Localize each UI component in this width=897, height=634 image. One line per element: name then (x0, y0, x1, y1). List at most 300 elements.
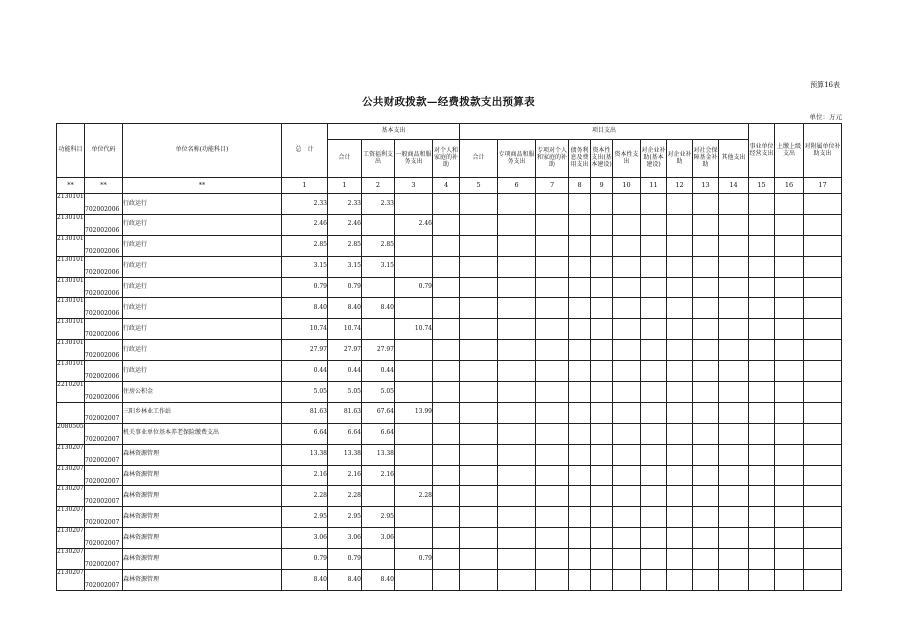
empty-cell (569, 423, 591, 444)
personal-cell (433, 465, 460, 486)
empty-cell (569, 340, 591, 361)
table-row (57, 507, 842, 528)
func-code-cell: 2130101 (57, 319, 85, 340)
total-cell: 0.79 (282, 549, 328, 570)
total-cell: 0.44 (282, 361, 328, 382)
empty-cell (775, 382, 804, 403)
basic-total-cell: 2.95 (328, 507, 362, 528)
empty-cell (569, 570, 591, 591)
empty-cell (641, 402, 667, 423)
wage-cell: 8.40 (362, 298, 395, 319)
unit-code-cell: 702002006 (85, 214, 123, 235)
unit-code-cell: 702002007 (85, 423, 123, 444)
func-code-cell: 2130207 (57, 507, 85, 528)
empty-cell (775, 507, 804, 528)
unit-code-cell: 702002006 (85, 319, 123, 340)
total-cell: 8.40 (282, 570, 328, 591)
column-index: 1 (328, 178, 362, 194)
table-row (57, 528, 842, 549)
empty-cell (775, 256, 804, 277)
unit-name-cell: 森林资源管理 (123, 486, 282, 507)
empty-cell (591, 570, 613, 591)
goods-cell: 2.28 (395, 486, 433, 507)
goods-cell (395, 235, 433, 256)
table-row (57, 319, 842, 340)
empty-cell (460, 340, 498, 361)
unit-code-cell: 702002007 (85, 402, 123, 423)
empty-cell (749, 340, 775, 361)
table-row (57, 465, 842, 486)
table-row (57, 194, 842, 215)
unit-code-cell: 702002007 (85, 507, 123, 528)
table-row (57, 570, 842, 591)
empty-cell (667, 382, 693, 403)
empty-cell (775, 298, 804, 319)
column-index: ** (85, 178, 123, 194)
table-row (57, 444, 842, 465)
empty-cell (719, 235, 749, 256)
empty-cell (693, 423, 719, 444)
empty-cell (641, 528, 667, 549)
total-cell: 13.38 (282, 444, 328, 465)
empty-cell (749, 235, 775, 256)
empty-cell (498, 256, 536, 277)
unit-name-cell: 行政运行 (123, 319, 282, 340)
header-project: 项目支出 (460, 124, 749, 140)
empty-cell (591, 507, 613, 528)
total-cell: 10.74 (282, 319, 328, 340)
empty-cell (460, 277, 498, 298)
empty-cell (804, 277, 842, 298)
empty-cell (591, 194, 613, 215)
empty-cell (749, 298, 775, 319)
header-total: 总 计 (282, 124, 328, 178)
empty-cell (775, 570, 804, 591)
table-row (57, 486, 842, 507)
empty-cell (591, 340, 613, 361)
empty-cell (498, 486, 536, 507)
table-row (57, 423, 842, 444)
basic-total-cell: 8.40 (328, 570, 362, 591)
unit-name-cell: 行政运行 (123, 194, 282, 215)
header-subsidiary: 对附属单位补助支出 (804, 124, 842, 178)
empty-cell (719, 298, 749, 319)
empty-cell (693, 507, 719, 528)
empty-cell (667, 214, 693, 235)
empty-cell (460, 570, 498, 591)
empty-cell (667, 277, 693, 298)
empty-cell (719, 340, 749, 361)
header-basic-total: 合计 (328, 140, 362, 178)
empty-cell (749, 277, 775, 298)
unit-name-cell: 行政运行 (123, 340, 282, 361)
header-social-security: 对社会保障基金补助 (693, 140, 719, 178)
empty-cell (569, 486, 591, 507)
func-code-cell (57, 402, 85, 423)
empty-cell (775, 235, 804, 256)
header-capital-basic: 资本性支出(基本建设) (591, 140, 613, 178)
header-wage: 工资福利支出 (362, 140, 395, 178)
empty-cell (536, 444, 569, 465)
header-goods: 一般商品和服务支出 (395, 140, 433, 178)
unit-code-cell: 702002006 (85, 194, 123, 215)
func-code-cell: 2130207 (57, 528, 85, 549)
empty-cell (498, 402, 536, 423)
column-index: 10 (613, 178, 641, 194)
empty-cell (641, 194, 667, 215)
wage-cell: 2.16 (362, 465, 395, 486)
wage-cell (362, 214, 395, 235)
basic-total-cell: 2.85 (328, 235, 362, 256)
empty-cell (804, 214, 842, 235)
empty-cell (613, 194, 641, 215)
unit-code-cell: 702002006 (85, 361, 123, 382)
column-index: 17 (804, 178, 842, 194)
empty-cell (536, 382, 569, 403)
total-cell: 81.63 (282, 402, 328, 423)
empty-cell (460, 214, 498, 235)
empty-cell (749, 465, 775, 486)
empty-cell (591, 256, 613, 277)
empty-cell (591, 465, 613, 486)
empty-cell (641, 319, 667, 340)
empty-cell (804, 549, 842, 570)
empty-cell (667, 298, 693, 319)
wage-cell: 13.38 (362, 444, 395, 465)
empty-cell (613, 465, 641, 486)
empty-cell (536, 256, 569, 277)
empty-cell (460, 319, 498, 340)
empty-cell (460, 402, 498, 423)
unit-name-cell: 三阳乡林业工作站 (123, 402, 282, 423)
wage-cell: 3.15 (362, 256, 395, 277)
table-row (57, 256, 842, 277)
unit-name-cell: 森林资源管理 (123, 528, 282, 549)
empty-cell (460, 423, 498, 444)
basic-total-cell: 2.28 (328, 486, 362, 507)
empty-cell (591, 423, 613, 444)
total-cell: 5.05 (282, 382, 328, 403)
goods-cell: 2.46 (395, 214, 433, 235)
empty-cell (804, 194, 842, 215)
empty-cell (804, 319, 842, 340)
wage-cell: 27.97 (362, 340, 395, 361)
empty-cell (641, 298, 667, 319)
empty-cell (804, 402, 842, 423)
personal-cell (433, 444, 460, 465)
basic-total-cell: 81.63 (328, 402, 362, 423)
column-index: 4 (433, 178, 460, 194)
empty-cell (719, 256, 749, 277)
func-code-cell: 2130101 (57, 194, 85, 215)
empty-cell (693, 340, 719, 361)
empty-cell (569, 214, 591, 235)
wage-cell (362, 277, 395, 298)
empty-cell (569, 382, 591, 403)
empty-cell (749, 507, 775, 528)
empty-cell (591, 382, 613, 403)
personal-cell (433, 235, 460, 256)
column-index: 3 (395, 178, 433, 194)
empty-cell (613, 340, 641, 361)
empty-cell (693, 465, 719, 486)
empty-cell (719, 465, 749, 486)
basic-total-cell: 2.16 (328, 465, 362, 486)
header-row-1 (57, 124, 842, 140)
total-cell: 2.16 (282, 465, 328, 486)
unit-name-cell: 森林资源管理 (123, 465, 282, 486)
personal-cell (433, 507, 460, 528)
wage-cell (362, 319, 395, 340)
personal-cell (433, 423, 460, 444)
func-code-cell: 2210201 (57, 382, 85, 403)
table-row (57, 549, 842, 570)
personal-cell (433, 402, 460, 423)
empty-cell (641, 256, 667, 277)
personal-cell (433, 361, 460, 382)
unit-code-cell: 702002007 (85, 570, 123, 591)
empty-cell (591, 444, 613, 465)
empty-cell (569, 549, 591, 570)
empty-cell (667, 256, 693, 277)
empty-cell (613, 382, 641, 403)
header-personal: 对个人和家庭的补助 (433, 140, 460, 178)
empty-cell (749, 194, 775, 215)
empty-cell (498, 382, 536, 403)
empty-cell (693, 319, 719, 340)
wage-cell: 2.85 (362, 235, 395, 256)
empty-cell (749, 256, 775, 277)
empty-cell (536, 214, 569, 235)
header-func-code: 功能科目 (57, 124, 85, 178)
budget-table (56, 123, 842, 591)
header-other: 其他支出 (719, 140, 749, 178)
empty-cell (460, 507, 498, 528)
empty-cell (775, 528, 804, 549)
empty-cell (804, 486, 842, 507)
header-special-goods: 专项商品和服务支出 (498, 140, 536, 178)
empty-cell (536, 235, 569, 256)
empty-cell (749, 382, 775, 403)
empty-cell (719, 486, 749, 507)
personal-cell (433, 570, 460, 591)
empty-cell (719, 528, 749, 549)
unit-code-cell: 702002006 (85, 340, 123, 361)
empty-cell (804, 361, 842, 382)
empty-cell (749, 444, 775, 465)
empty-cell (613, 298, 641, 319)
personal-cell (433, 340, 460, 361)
column-index: 7 (536, 178, 569, 194)
empty-cell (693, 402, 719, 423)
column-index: 5 (460, 178, 498, 194)
basic-total-cell: 13.38 (328, 444, 362, 465)
empty-cell (775, 361, 804, 382)
empty-cell (591, 214, 613, 235)
header-unit-name: 单位名称(功能科目) (123, 124, 282, 178)
column-index: 14 (719, 178, 749, 194)
wage-cell: 2.95 (362, 507, 395, 528)
column-index: ** (123, 178, 282, 194)
unit-name-cell: 机关事业单位基本养老保险缴费支出 (123, 423, 282, 444)
empty-cell (641, 423, 667, 444)
empty-cell (460, 298, 498, 319)
empty-cell (536, 194, 569, 215)
empty-cell (775, 549, 804, 570)
empty-cell (749, 319, 775, 340)
empty-cell (641, 549, 667, 570)
empty-cell (460, 235, 498, 256)
personal-cell (433, 298, 460, 319)
empty-cell (775, 402, 804, 423)
empty-cell (613, 528, 641, 549)
empty-cell (498, 423, 536, 444)
unit-name-cell: 森林资源管理 (123, 570, 282, 591)
empty-cell (498, 570, 536, 591)
header-unit-code: 单位代码 (85, 124, 123, 178)
empty-cell (460, 528, 498, 549)
form-number: 预算16表 (810, 81, 840, 89)
empty-cell (613, 361, 641, 382)
unit-code-cell: 702002007 (85, 549, 123, 570)
func-code-cell: 2130101 (57, 214, 85, 235)
basic-total-cell: 0.79 (328, 277, 362, 298)
empty-cell (498, 340, 536, 361)
empty-cell (749, 361, 775, 382)
empty-cell (775, 340, 804, 361)
empty-cell (591, 298, 613, 319)
goods-cell (395, 465, 433, 486)
empty-cell (498, 235, 536, 256)
empty-cell (591, 528, 613, 549)
unit-name-cell: 森林资源管理 (123, 507, 282, 528)
empty-cell (804, 444, 842, 465)
column-index: 8 (569, 178, 591, 194)
header-special-personal: 专项对个人和家庭的补助 (536, 140, 569, 178)
empty-cell (460, 444, 498, 465)
unit-label: 单位：万元 (809, 113, 842, 121)
total-cell: 3.06 (282, 528, 328, 549)
empty-cell (693, 256, 719, 277)
empty-cell (641, 570, 667, 591)
empty-cell (569, 319, 591, 340)
empty-cell (613, 277, 641, 298)
column-index: 1 (282, 178, 328, 194)
table-row (57, 277, 842, 298)
header-index-row (57, 178, 842, 194)
empty-cell (498, 465, 536, 486)
column-index: 11 (641, 178, 667, 194)
basic-total-cell: 27.97 (328, 340, 362, 361)
header-enterprise-basic: 对企业补助(基本建设) (641, 140, 667, 178)
empty-cell (667, 465, 693, 486)
empty-cell (591, 319, 613, 340)
total-cell: 8.40 (282, 298, 328, 319)
personal-cell (433, 319, 460, 340)
empty-cell (719, 507, 749, 528)
goods-cell: 10.74 (395, 319, 433, 340)
personal-cell (433, 214, 460, 235)
unit-code-cell: 702002007 (85, 444, 123, 465)
empty-cell (498, 298, 536, 319)
total-cell: 2.28 (282, 486, 328, 507)
unit-name-cell: 行政运行 (123, 214, 282, 235)
wage-cell: 0.44 (362, 361, 395, 382)
empty-cell (693, 361, 719, 382)
column-index: 9 (591, 178, 613, 194)
header-capital: 资本性支出 (613, 140, 641, 178)
empty-cell (641, 214, 667, 235)
empty-cell (536, 423, 569, 444)
empty-cell (719, 361, 749, 382)
empty-cell (460, 361, 498, 382)
empty-cell (613, 256, 641, 277)
empty-cell (613, 444, 641, 465)
empty-cell (536, 528, 569, 549)
empty-cell (693, 528, 719, 549)
wage-cell (362, 549, 395, 570)
empty-cell (667, 570, 693, 591)
goods-cell (395, 340, 433, 361)
empty-cell (591, 402, 613, 423)
empty-cell (775, 465, 804, 486)
empty-cell (775, 423, 804, 444)
goods-cell (395, 256, 433, 277)
personal-cell (433, 528, 460, 549)
unit-code-cell: 702002007 (85, 486, 123, 507)
empty-cell (569, 298, 591, 319)
personal-cell (433, 549, 460, 570)
empty-cell (775, 444, 804, 465)
empty-cell (667, 528, 693, 549)
empty-cell (804, 256, 842, 277)
empty-cell (719, 423, 749, 444)
empty-cell (613, 549, 641, 570)
empty-cell (693, 235, 719, 256)
basic-total-cell: 2.33 (328, 194, 362, 215)
empty-cell (591, 549, 613, 570)
goods-cell (395, 444, 433, 465)
personal-cell (433, 194, 460, 215)
goods-cell (395, 382, 433, 403)
unit-code-cell: 702002006 (85, 277, 123, 298)
unit-code-cell: 702002006 (85, 382, 123, 403)
empty-cell (536, 465, 569, 486)
empty-cell (460, 256, 498, 277)
empty-cell (693, 549, 719, 570)
empty-cell (719, 382, 749, 403)
empty-cell (498, 319, 536, 340)
empty-cell (804, 507, 842, 528)
func-code-cell: 2130101 (57, 277, 85, 298)
empty-cell (569, 528, 591, 549)
empty-cell (536, 402, 569, 423)
empty-cell (569, 256, 591, 277)
goods-cell (395, 423, 433, 444)
basic-total-cell: 10.74 (328, 319, 362, 340)
empty-cell (804, 423, 842, 444)
empty-cell (719, 277, 749, 298)
unit-name-cell: 行政运行 (123, 298, 282, 319)
empty-cell (749, 570, 775, 591)
column-index: 6 (498, 178, 536, 194)
empty-cell (719, 214, 749, 235)
basic-total-cell: 5.05 (328, 382, 362, 403)
empty-cell (667, 340, 693, 361)
unit-code-cell: 702002007 (85, 465, 123, 486)
empty-cell (569, 235, 591, 256)
unit-code-cell: 702002006 (85, 235, 123, 256)
